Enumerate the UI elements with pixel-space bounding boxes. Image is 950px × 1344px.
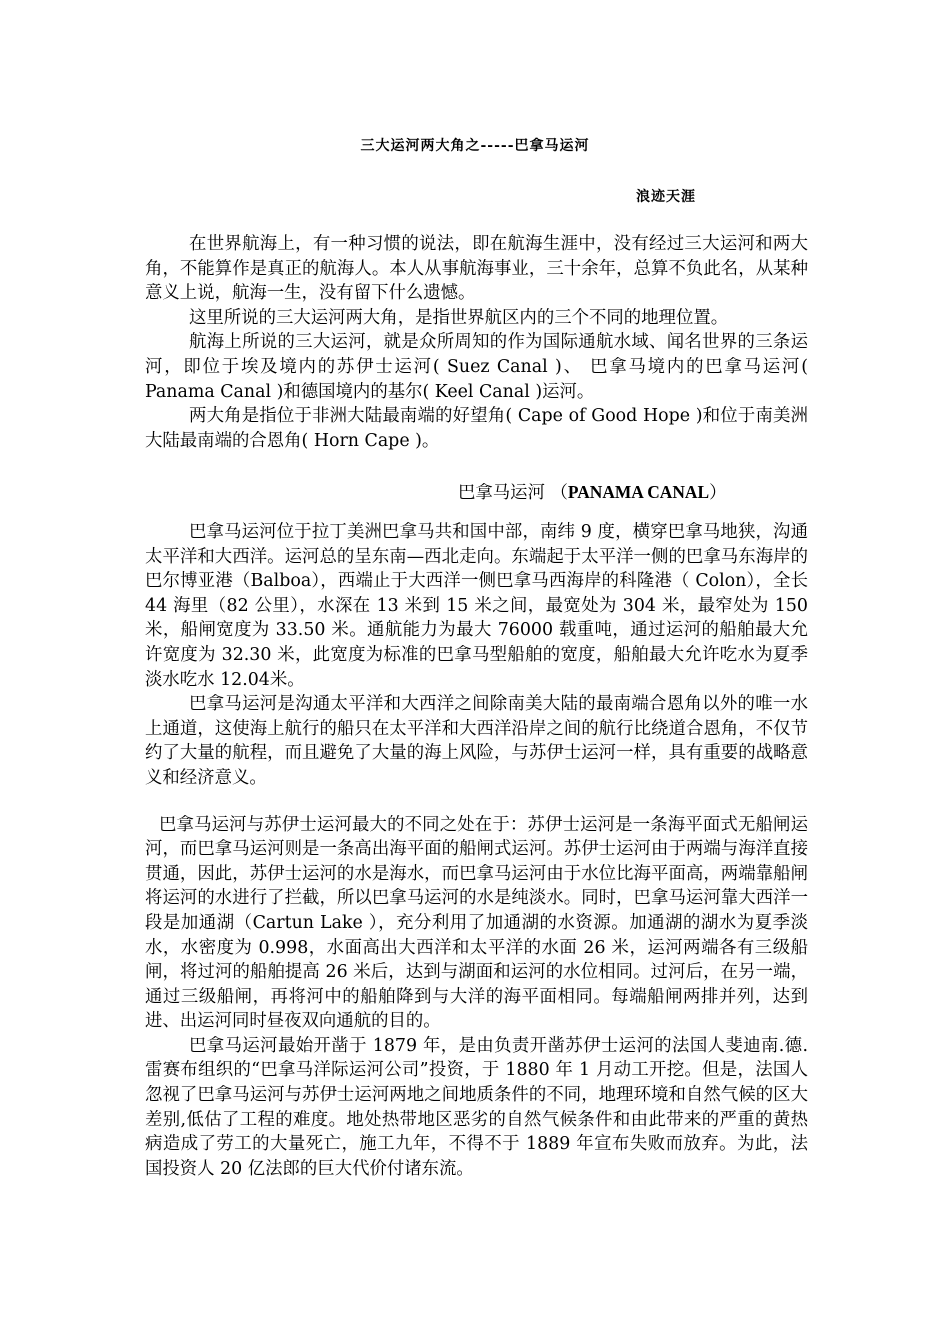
section-heading-close: ） [709,483,727,503]
body-section [145,520,808,1181]
section-heading-en: PANAMA CANAL [567,482,710,502]
intro-paragraph: 两大角是指位于非洲大陆最南端的好望角( Cape of Good Hope )和位于南美洲大陆最南端的合恩角( Horn Cape )。 [145,406,808,451]
section-heading-zh: 巴拿马运河 （ [458,483,568,503]
paragraph-gap [145,791,808,813]
intro-paragraph: 在世界航海上，有一种习惯的说法，即在航海生涯中，没有经过三大运河和两大角，不能算作是真正的航海人。本人从事航海事业，三十余年，总算不负此名，从某种意义上说，航海一生，没有留下什么遗憾。 [145,234,808,304]
body-paragraph: 巴拿马运河最始开凿于 1879 年，是由负责开凿苏伊士运河的法国人斐迪南.德.雷赛布组织的“巴拿马洋际运河公司”投资，于 1880 年 1 月动工开挖。但是，法国人忽视了巴拿马运河与苏伊士运河两地之间地质条件的不同，地理环境和自然气候的区大差别,低估了工程的难度。地处热带地区恶劣的自然气候条件和由此带来的严重的黄热病造成了劳工的大量死亡，施工九年，不得不于 1889 年宣布失败而放弃。为此，法国投资人 20 亿法郎的巨大代价付诸东流。 [145,1035,808,1179]
intro-paragraph: 这里所说的三大运河两大角，是指世界航区内的三个不同的地理位置。 [189,307,729,328]
document-author: 浪迹天涯 [636,189,696,205]
intro-paragraph: 航海上所说的三大运河，就是众所周知的作为国际通航水域、闻名世界的三条运河，即位于埃及境内的苏伊士运河( Suez Canal )、 巴拿马境内的巴拿马运河( Panama Canal )和德国境内的基尔( Keel Canal )运河。 [145,332,808,402]
document-title: 三大运河两大角之-----巴拿马运河 [360,138,590,154]
body-paragraph: 巴拿马运河位于拉丁美洲巴拿马共和国中部，南纬 9 度，横穿巴拿马地狭，沟通太平洋和大西洋。运河总的呈东南—西北走向。东端起于太平洋一侧的巴拿马东海岸的巴尔博亚港（Balboa），西端止于大西洋一侧巴拿马西海岸的科隆港（ Colon），全长 44 海里（82 公里），水深在 13 米到 15 米之间，最宽处为 304 米，最窄处为 150 米，船闸宽度为 33.50 米。通航能力为最大 76000 载重吨，通过运河的船舶最大允许宽度为 32.30 米，此宽度为标准的巴拿马型船舶的宽度，船舶最大允许吃水为夏季淡水吃水 12.04米。 [145,522,808,690]
intro-section [145,232,808,453]
section-heading [458,478,727,503]
body-paragraph: 巴拿马运河是沟通太平洋和大西洋之间除南美大陆的最南端合恩角以外的唯一水上通道，这使海上航行的船只在太平洋和大西洋沿岸之间的航行比绕道合恩角，不仅节约了大量的航程，而且避免了大量的海上风险，与苏伊士运河一样，具有重要的战略意义和经济意义。 [145,694,808,788]
body-paragraph: 巴拿马运河与苏伊士运河最大的不同之处在于：苏伊士运河是一条海平面式无船闸运河，而巴拿马运河则是一条高出海平面的船闸式运河。苏伊士运河由于两端与海洋直接贯通，因此，苏伊士运河的水是海水，而巴拿马运河由于水位比海平面高，两端靠船闸将运河的水进行了拦截，所以巴拿马运河的水是纯淡水。同时，巴拿马运河靠大西洋一段是加通湖（Cartun Lake ），充分利用了加通湖的水资源。加通湖的湖水为夏季淡水，水密度为 0.998，水面高出大西洋和太平洋的水面 26 米，运河两端各有三级船闸，将过河的船舶提高 26 米后，达到与湖面和运河的水位相同。过河后，在另一端，通过三级船闸，再将河中的船舶降到与大洋的海平面相同。每端船闸两排并列，达到进、出运河同时昼夜双向通航的目的。 [145,814,808,1032]
